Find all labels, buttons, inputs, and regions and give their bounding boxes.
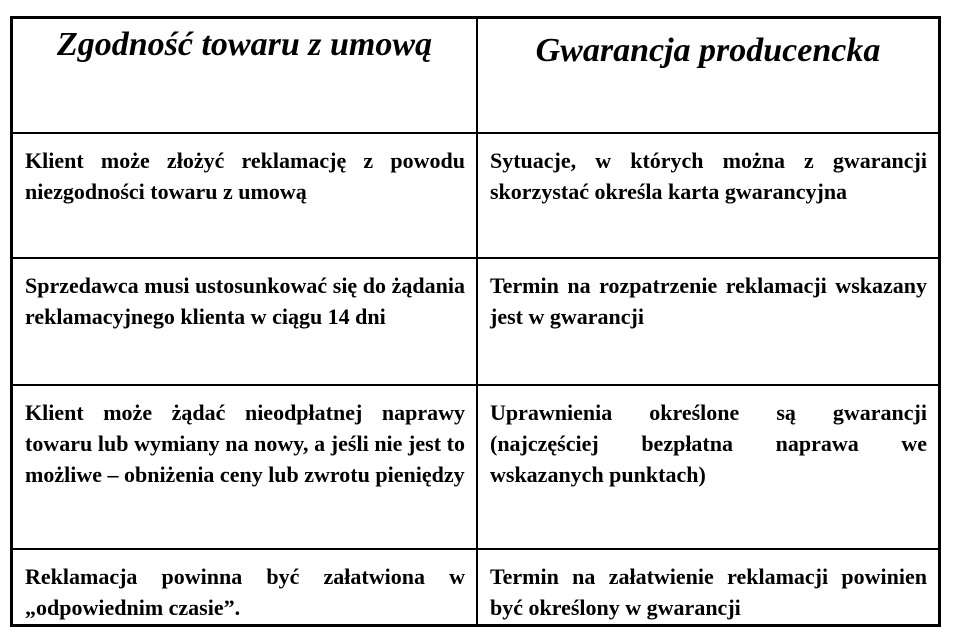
header-warranty-label: Gwarancja producencka bbox=[535, 32, 881, 69]
table-cell bbox=[478, 386, 938, 550]
cell-text: Klient może złożyć reklamację z powodu niezgodności towaru z umową bbox=[25, 148, 465, 204]
table-cell bbox=[13, 386, 478, 550]
table-cell bbox=[13, 134, 478, 259]
table-cell bbox=[13, 259, 478, 386]
cell-text: Reklamacja powinna być załatwiona w „odpowiednim czasie”. bbox=[25, 564, 465, 620]
table-cell bbox=[478, 259, 938, 386]
cell-text: Klient może żądać nieodpłatnej naprawy towaru lub wymiany na nowy, a jeśli nie jest to możliwe – obniżenia ceny lub zwrotu pieniędzy bbox=[25, 400, 465, 487]
cell-text: Uprawnienia określone są gwarancji (najczęściej bezpłatna naprawa we wskazanych punktach) bbox=[490, 400, 927, 487]
table-cell bbox=[13, 550, 478, 624]
header-cell-warranty bbox=[478, 19, 938, 134]
table-cell bbox=[478, 550, 938, 624]
cell-text: Sprzedawca musi ustosunkować się do żądania reklamacyjnego klienta w ciągu 14 dni bbox=[25, 273, 465, 329]
cell-text: Sytuacje, w których można z gwarancji skorzystać określa karta gwarancyjna bbox=[490, 148, 927, 204]
comparison-table bbox=[10, 16, 941, 627]
header-cell-conformity bbox=[13, 19, 478, 134]
cell-text: Termin na załatwienie reklamacji powinien być określony w gwarancji bbox=[490, 564, 927, 620]
table-cell bbox=[478, 134, 938, 259]
header-conformity-label: Zgodność towaru z umową bbox=[56, 26, 433, 63]
cell-text: Termin na rozpatrzenie reklamacji wskazany jest w gwarancji bbox=[490, 273, 927, 329]
